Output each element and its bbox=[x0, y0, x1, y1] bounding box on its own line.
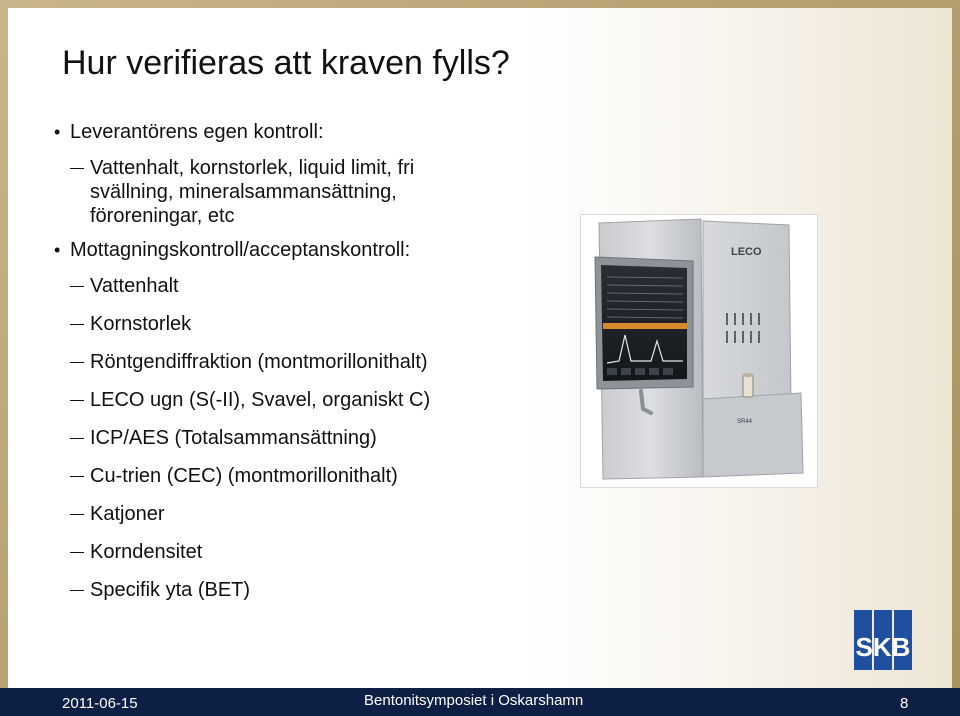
sub-item bbox=[48, 578, 568, 602]
bullet-label: Mottagningskontroll/acceptanskontroll: bbox=[70, 239, 411, 261]
screen-header-bar bbox=[603, 323, 687, 329]
sub-item-text: Cu-trien (CEC) (montmorillonithalt) bbox=[90, 465, 398, 487]
dash-icon bbox=[70, 168, 84, 169]
sub-item bbox=[48, 350, 568, 374]
leco-brand-label: LECO bbox=[731, 246, 762, 258]
sub-item-text: Vattenhalt, kornstorlek, liquid limit, fri svällning, mineralsammansättning, föroreningar, etc bbox=[90, 157, 415, 227]
dash-icon bbox=[70, 476, 84, 477]
dash-icon bbox=[70, 438, 84, 439]
sub-item-text: LECO ugn (S(-II), Svavel, organiskt C) bbox=[90, 389, 431, 411]
sub-item bbox=[48, 540, 568, 564]
sub-item-text: Specifik yta (BET) bbox=[90, 579, 251, 601]
dash-icon bbox=[70, 324, 84, 325]
sub-item-text: Kornstorlek bbox=[90, 313, 192, 335]
dash-icon bbox=[70, 590, 84, 591]
bullet-dot-icon: • bbox=[54, 240, 61, 260]
dash-icon bbox=[70, 286, 84, 287]
bullet-mottagning bbox=[48, 238, 568, 262]
sub-item-text: Korndensitet bbox=[90, 541, 203, 563]
model-label: SR44 bbox=[737, 419, 753, 425]
sample-tube bbox=[743, 375, 753, 397]
sample-tube-top bbox=[742, 373, 754, 377]
sub-item-text: ICP/AES (Totalsammansättning) bbox=[90, 427, 377, 449]
bullet-list bbox=[48, 120, 568, 616]
sub-item-text: Röntgendiffraktion (montmorillonithalt) bbox=[90, 351, 428, 373]
sub-item bbox=[48, 464, 568, 488]
sub-item bbox=[48, 426, 568, 450]
skb-logo-text: SKB bbox=[855, 632, 911, 662]
slide-title: Hur verifieras att kraven fylls? bbox=[62, 44, 510, 82]
bullet-dot-icon: • bbox=[54, 122, 61, 142]
dash-icon bbox=[70, 400, 84, 401]
skb-logo bbox=[854, 610, 912, 670]
skb-logo-mark bbox=[854, 610, 912, 670]
sub-item bbox=[48, 388, 568, 412]
bullet-leverantor bbox=[48, 120, 568, 144]
sub-item bbox=[48, 274, 568, 298]
sub-item-text: Vattenhalt bbox=[90, 275, 179, 297]
bullet-label: Leverantörens egen kontroll: bbox=[70, 121, 324, 143]
footer-bar bbox=[0, 688, 960, 716]
footer-event: Bentonitsymposiet i Oskarshamn bbox=[364, 692, 584, 709]
sub-item-text: Katjoner bbox=[90, 503, 165, 525]
leco-instrument-illustration bbox=[581, 215, 817, 487]
screen-buttons bbox=[607, 368, 673, 375]
dash-icon bbox=[70, 514, 84, 515]
sub-item bbox=[48, 156, 568, 228]
page-number: 8 bbox=[900, 695, 909, 712]
footer-date: 2011-06-15 bbox=[62, 695, 138, 712]
sub-item bbox=[48, 312, 568, 336]
dash-icon bbox=[70, 552, 84, 553]
leco-instrument-image bbox=[580, 214, 818, 488]
sub-item bbox=[48, 502, 568, 526]
dash-icon bbox=[70, 362, 84, 363]
instrument-base-right bbox=[703, 393, 803, 477]
